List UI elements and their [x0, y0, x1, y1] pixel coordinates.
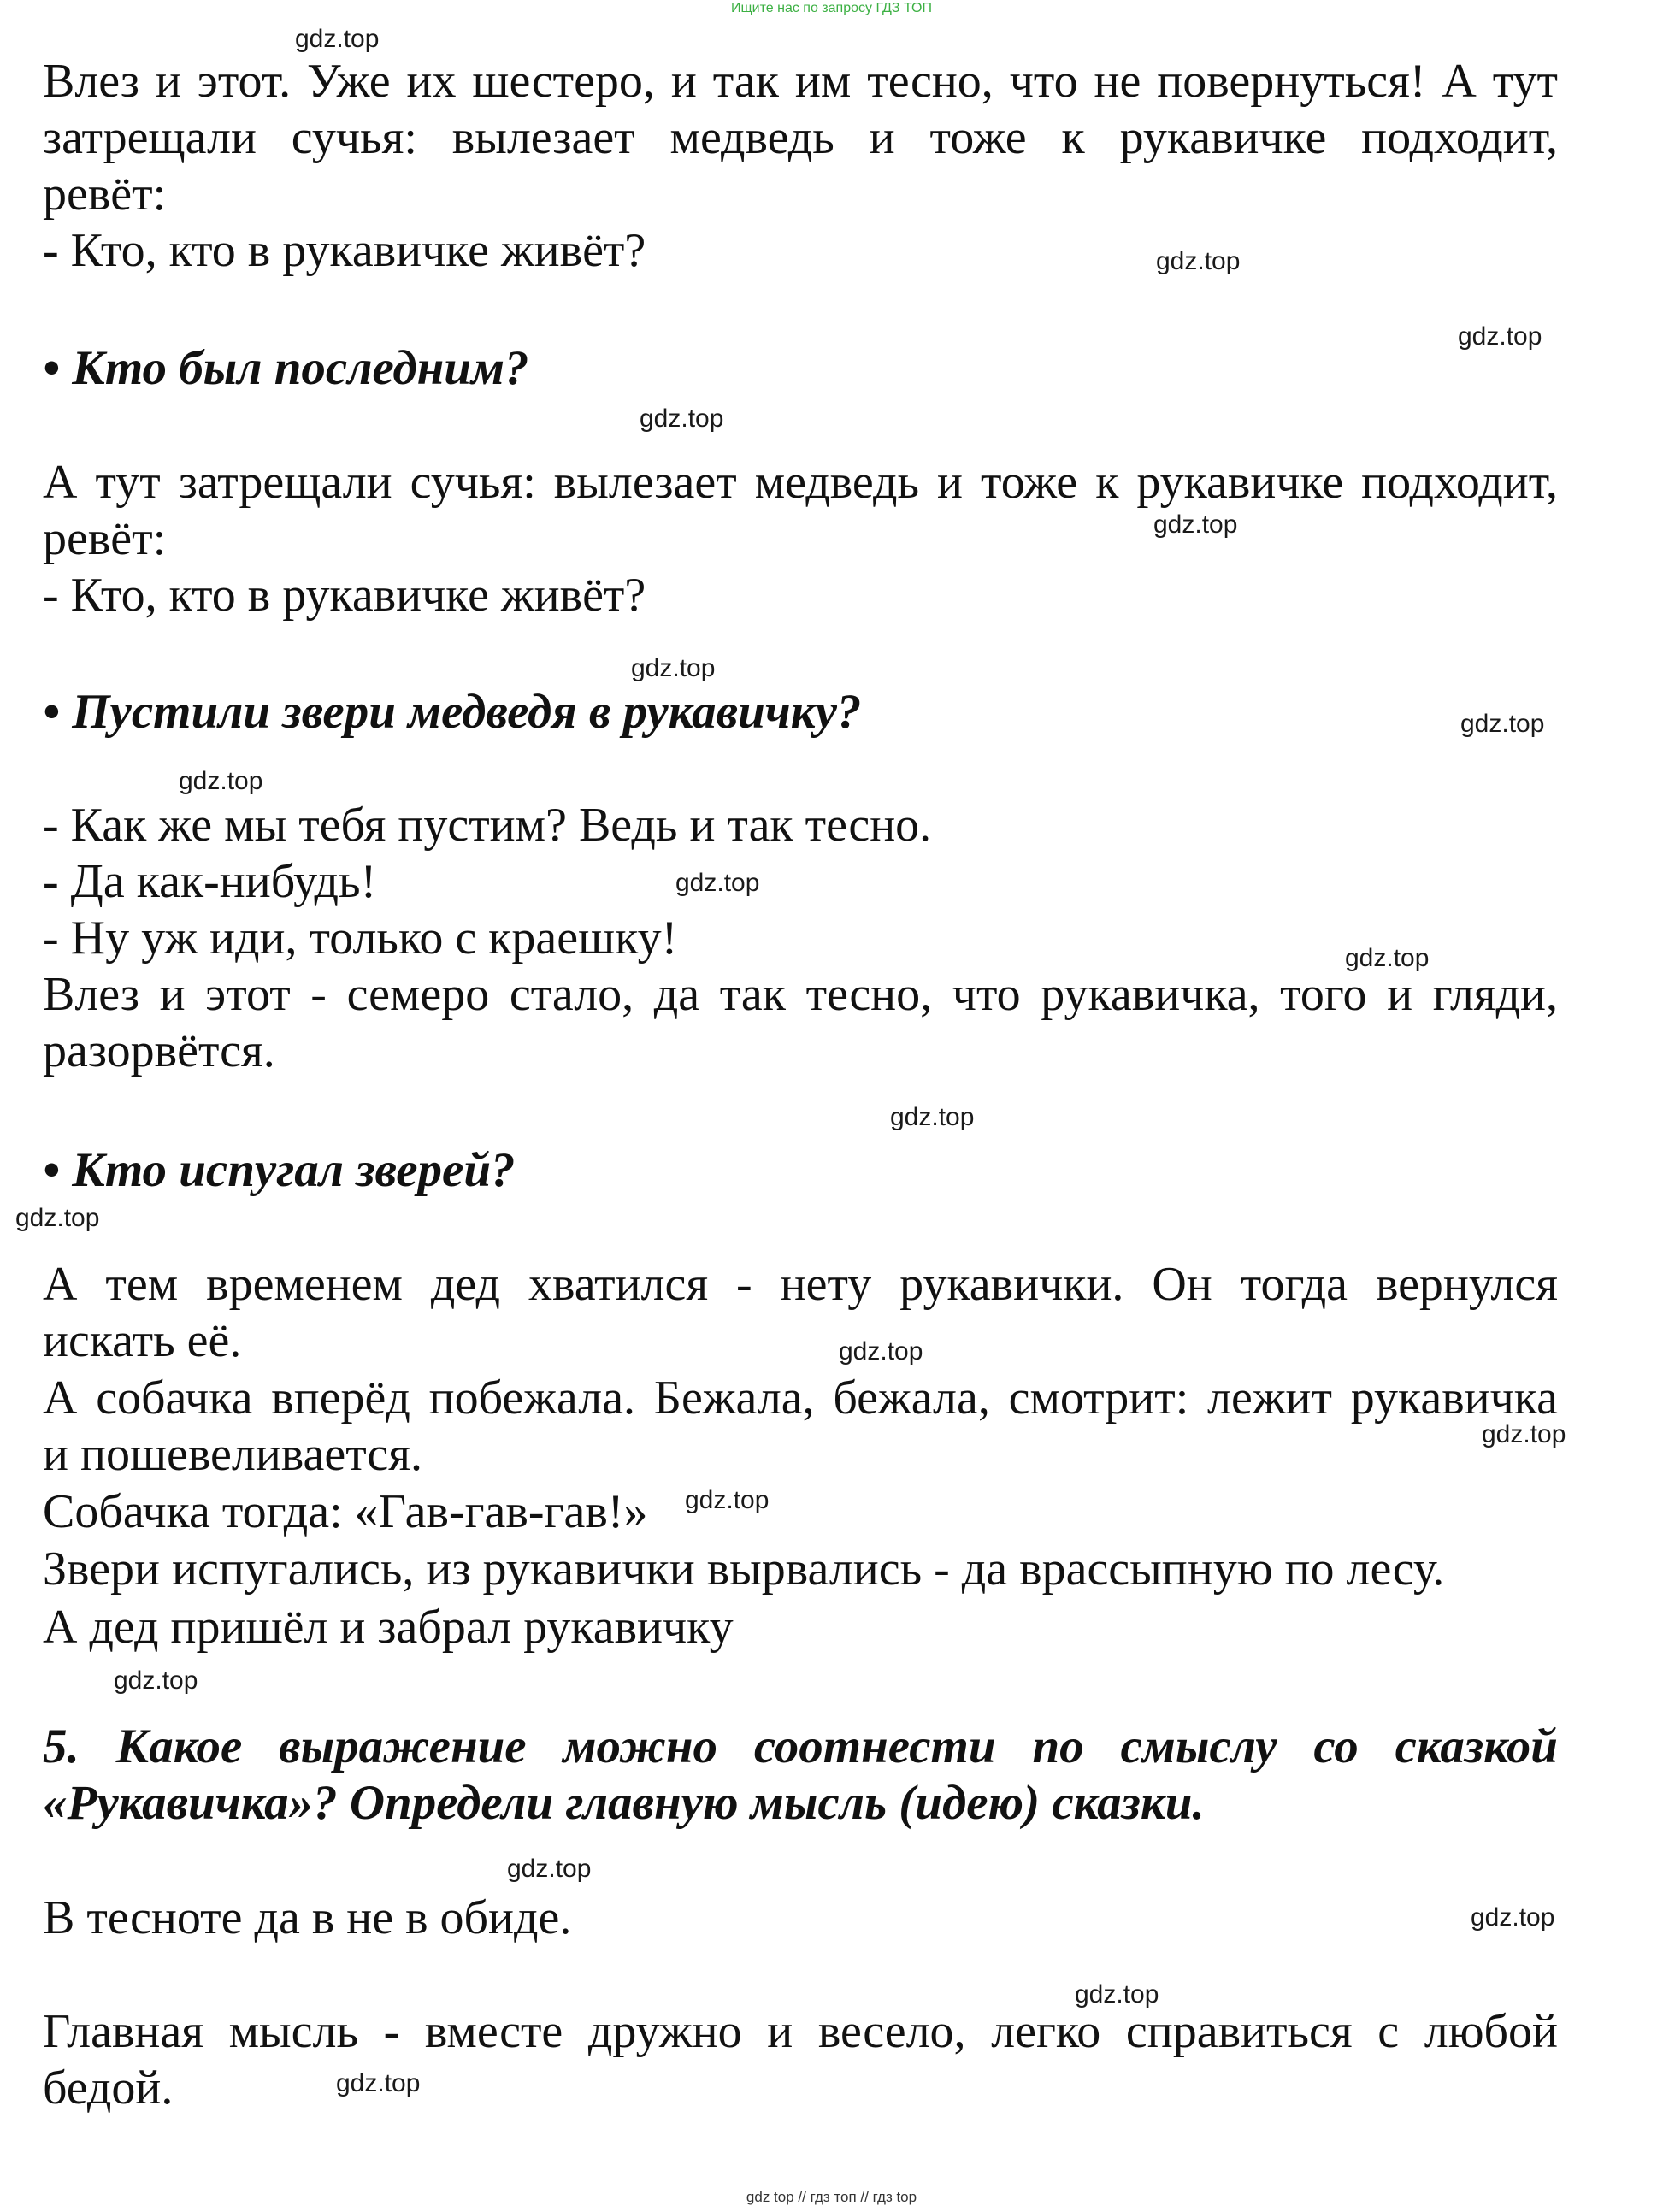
- search-banner: Ищите нас по запросу ГДЗ ТОП: [731, 1, 932, 15]
- text-line: - Кто, кто в рукавичке живёт?: [43, 224, 646, 277]
- text-line: искать её.: [43, 1314, 242, 1367]
- text-line: - Да как-нибудь!: [43, 855, 377, 908]
- watermark: gdz.top: [839, 1337, 923, 1366]
- watermark: gdz.top: [685, 1486, 770, 1514]
- watermark: gdz.top: [1156, 247, 1241, 275]
- watermark: gdz.top: [1153, 510, 1238, 539]
- watermark: gdz.top: [675, 869, 760, 897]
- watermark: gdz.top: [295, 25, 380, 53]
- watermark: gdz.top: [179, 767, 263, 795]
- watermark: gdz.top: [507, 1855, 592, 1883]
- text-line: А собачка вперёд побежала. Бежала, бежала, смотрит: лежит рукавичка: [43, 1371, 1558, 1425]
- text-line: и пошевеливается.: [43, 1428, 422, 1481]
- task-heading: 5. Какое выражение можно соотнести по смыслу со сказкой: [43, 1719, 1558, 1773]
- watermark: gdz.top: [1482, 1420, 1566, 1448]
- text-line: А тем временем дед хватился - нету рукавички. Он тогда вернулся: [43, 1258, 1558, 1311]
- text-line: А дед пришёл и забрал рукавичку: [43, 1601, 734, 1654]
- watermark: gdz.top: [336, 2069, 421, 2097]
- watermark: gdz.top: [631, 654, 716, 682]
- text-line: разорвётся.: [43, 1024, 275, 1077]
- text-line: Влез и этот - семеро стало, да так тесно, что рукавичка, того и гляди,: [43, 968, 1558, 1021]
- text-line: - Как же мы тебя пустим? Ведь и так тесно.: [43, 799, 932, 852]
- text-line: бедой.: [43, 2062, 174, 2115]
- text-line: А тут затрещали сучья: вылезает медведь и тоже к рукавичке подходит,: [43, 456, 1558, 509]
- text-line: Влез и этот. Уже их шестеро, и так им тесно, что не повернуться! А тут: [43, 55, 1558, 108]
- watermark: gdz.top: [1460, 710, 1545, 738]
- question-heading: • Кто был последним?: [43, 341, 529, 395]
- text-line: ревёт:: [43, 168, 167, 221]
- watermark: gdz.top: [890, 1103, 975, 1131]
- text-line: - Ну уж иди, только с краешку!: [43, 911, 678, 964]
- watermark: gdz.top: [1471, 1903, 1555, 1932]
- watermark: gdz.top: [1345, 944, 1430, 972]
- watermark: gdz.top: [1458, 322, 1542, 351]
- text-line: - Кто, кто в рукавичке живёт?: [43, 569, 646, 622]
- watermark: gdz.top: [640, 404, 724, 433]
- watermark: gdz.top: [1075, 1980, 1159, 2008]
- text-line: ревёт:: [43, 512, 167, 565]
- task-heading: «Рукавичка»? Определи главную мысль (идею) сказки.: [43, 1776, 1205, 1830]
- question-heading: • Пустили звери медведя в рукавичку?: [43, 685, 862, 739]
- answer-text: В тесноте да в не в обиде.: [43, 1891, 572, 1944]
- text-line: затрещали сучья: вылезает медведь и тоже к рукавичке подходит,: [43, 111, 1558, 164]
- text-line: Главная мысль - вместе дружно и весело, легко справиться с любой: [43, 2005, 1558, 2058]
- watermark: gdz.top: [114, 1666, 198, 1695]
- footer: gdz top // гдз топ // гдз top: [746, 2189, 917, 2205]
- watermark: gdz.top: [15, 1204, 100, 1232]
- question-heading: • Кто испугал зверей?: [43, 1143, 516, 1197]
- text-line: Собачка тогда: «Гав-гав-гав!»: [43, 1485, 648, 1538]
- text-line: Звери испугались, из рукавички вырвались - да врассыпную по лесу.: [43, 1543, 1445, 1596]
